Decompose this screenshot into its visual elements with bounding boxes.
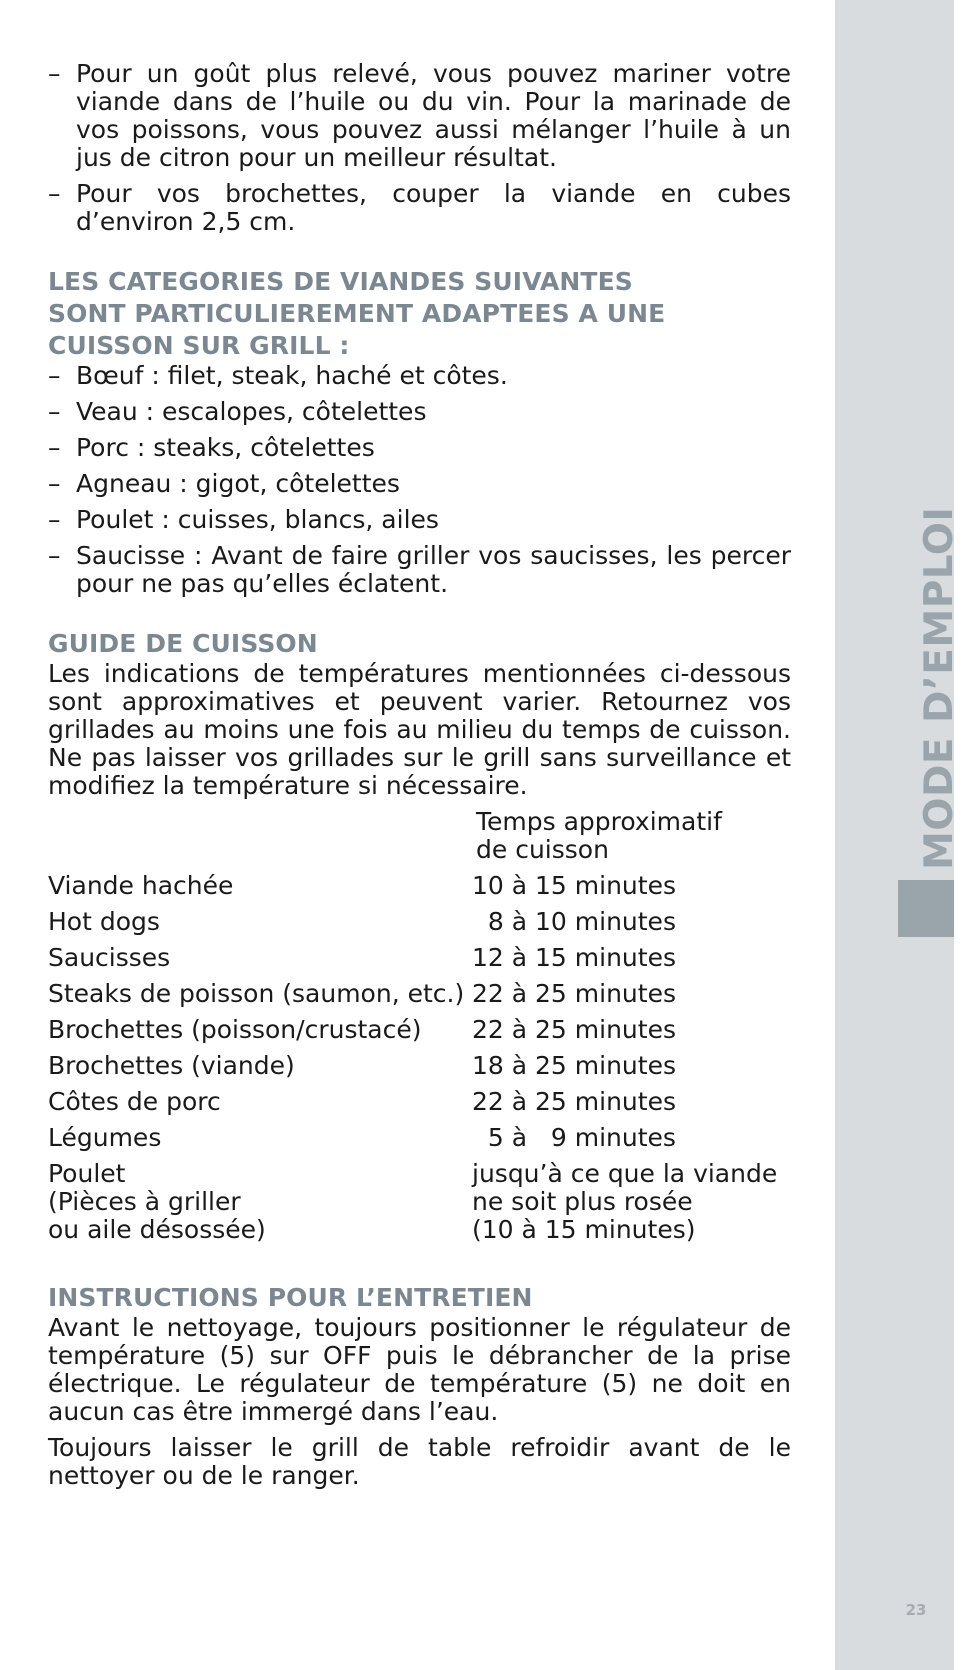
list-item: – Agneau : gigot, côtelettes xyxy=(48,470,791,498)
list-item: – Pour un goût plus relevé, vous pouvez mariner votre viande dans de l’huile ou du vin. Pour la marinade de vos poissons, vous pouvez aussi mélanger l’huile à un jus de citron pour un meilleur résultat. xyxy=(48,60,791,172)
row-item: Saucisses xyxy=(48,943,171,972)
table-row xyxy=(48,908,791,936)
table-header-line: Temps approximatif xyxy=(476,807,722,836)
table-row xyxy=(48,1088,791,1116)
row-item: Steaks de poisson (saumon, etc.) xyxy=(48,979,465,1008)
table-row xyxy=(48,944,791,972)
row-item: Brochettes (viande) xyxy=(48,1051,295,1080)
list-item: – Saucisse : Avant de faire griller vos saucisses, les percer pour ne pas qu’elles éclatent. xyxy=(48,542,791,598)
row-item: Légumes xyxy=(48,1123,162,1152)
table-row xyxy=(48,980,791,1008)
row-time: 22 à 25 minutes xyxy=(472,979,676,1008)
sidebar-accent-block xyxy=(898,880,954,937)
row-time: 18 à 25 minutes xyxy=(472,1051,676,1080)
table-header-line: de cuisson xyxy=(476,835,609,864)
row-item: Viande hachée xyxy=(48,871,234,900)
table-row xyxy=(48,1052,791,1080)
heading-line: CUISSON SUR GRILL : xyxy=(48,331,350,360)
guide-text: Les indications de températures mentionnées ci-dessous sont approximatives et peuvent varier. Retournez vos grillades au moins une fois au milieu du temps de cuisson. Ne pas laisser vos grillades sur le grill sans surveillance et modifiez la température si nécessaire. xyxy=(48,659,791,800)
heading-line: SONT PARTICULIEREMENT ADAPTEES A UNE xyxy=(48,299,666,328)
table-header xyxy=(48,808,791,864)
list-item: – Pour vos brochettes, couper la viande en cubes d’environ 2,5 cm. xyxy=(48,180,791,236)
row-time: jusqu’à ce que la viande ne soit plus rosée (10 à 15 minutes) xyxy=(472,1159,778,1244)
row-item: Côtes de porc xyxy=(48,1087,221,1116)
row-time: 8 à 10 minutes xyxy=(472,907,676,936)
maintenance-heading: INSTRUCTIONS POUR L’ENTRETIEN xyxy=(48,1283,533,1312)
row-item: Brochettes (poisson/crustacé) xyxy=(48,1015,422,1044)
list-item: – Bœuf : filet, steak, haché et côtes. xyxy=(48,362,791,390)
table-row xyxy=(48,1124,791,1152)
row-time: 22 à 25 minutes xyxy=(472,1087,676,1116)
row-time: 12 à 15 minutes xyxy=(472,943,676,972)
sidebar-title: MODE D’EMPLOI xyxy=(917,506,962,870)
page-number: 23 xyxy=(905,1601,927,1619)
table-row xyxy=(48,1160,791,1244)
table-row xyxy=(48,1016,791,1044)
row-item: Hot dogs xyxy=(48,907,160,936)
row-time: 10 à 15 minutes xyxy=(472,871,676,900)
table-row xyxy=(48,872,791,900)
categories-list xyxy=(48,362,791,598)
page-content xyxy=(48,60,791,1498)
maintenance-paragraph: Toujours laisser le grill de table refroidir avant de le nettoyer ou de le ranger. xyxy=(48,1433,791,1490)
guide-heading: GUIDE DE CUISSON xyxy=(48,629,318,658)
list-item: – Poulet : cuisses, blancs, ailes xyxy=(48,506,791,534)
categories-heading xyxy=(48,266,791,362)
list-item: – Veau : escalopes, côtelettes xyxy=(48,398,791,426)
row-item: Poulet (Pièces à griller ou aile désossée) xyxy=(48,1159,266,1244)
heading-line: LES CATEGORIES DE VIANDES SUIVANTES xyxy=(48,267,633,296)
maintenance-paragraph: Avant le nettoyage, toujours positionner le régulateur de température (5) sur OFF puis le débrancher de la prise électrique. Le régulateur de température (5) ne doit en aucun cas être immergé dans l’eau. xyxy=(48,1313,791,1426)
row-time: 22 à 25 minutes xyxy=(472,1015,676,1044)
list-item: – Porc : steaks, côtelettes xyxy=(48,434,791,462)
cooking-time-table xyxy=(48,808,791,1244)
intro-list xyxy=(48,60,791,236)
row-time: 5 à 9 minutes xyxy=(472,1123,676,1152)
